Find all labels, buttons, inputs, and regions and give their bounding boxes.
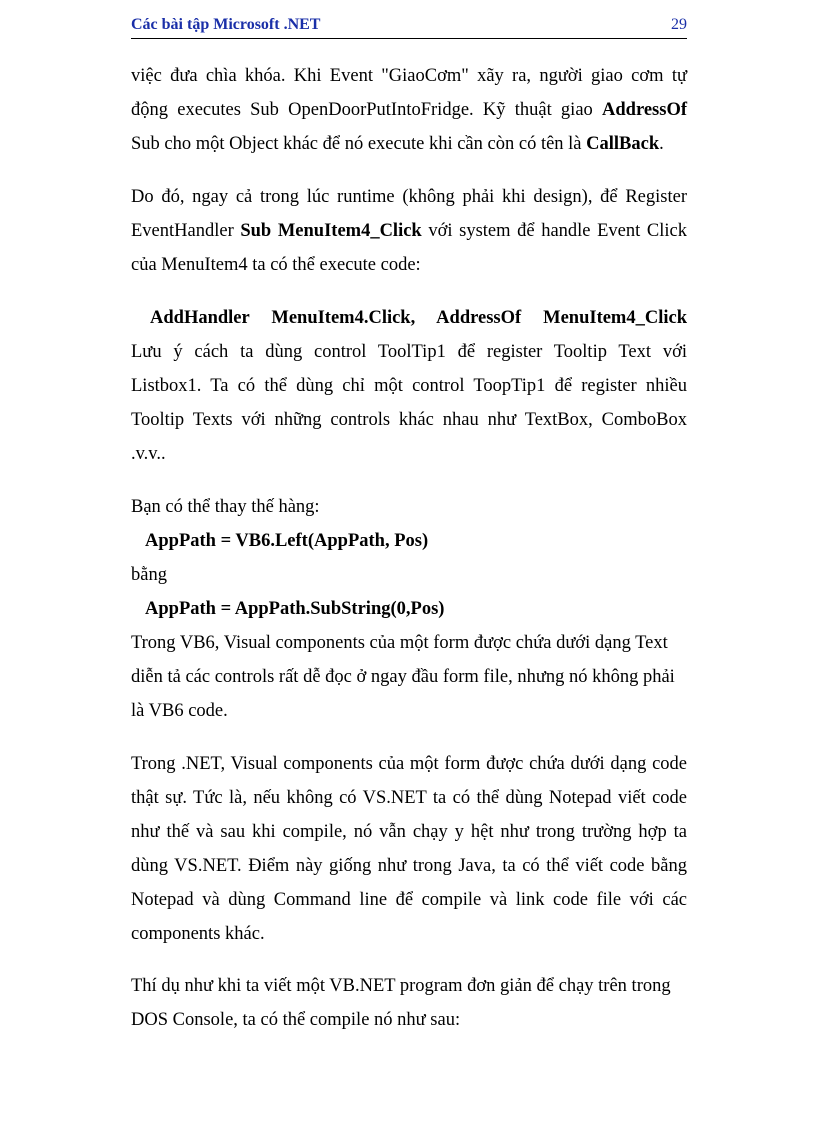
paragraph-5 [131,558,687,592]
paragraph-4 [131,490,687,524]
paragraph-7 [131,747,687,951]
paragraph-line: Do đó, ngay cả trong lúc runtime (không phải khi design), để Register [131,187,687,207]
paragraph-line [131,127,687,161]
paragraph-1 [131,59,687,161]
paragraph-line: việc đưa chìa khóa. Khi Event "GiaoCơm" xãy ra, người giao cơm tự [131,66,687,86]
page-header [131,16,687,39]
paragraph-8 [131,969,687,1037]
code-text: AppPath = AppPath.SubString(0,Pos) [145,599,445,619]
bold-term: CallBack [586,134,660,154]
paragraph-line [131,214,687,248]
code-text: AppPath = VB6.Left(AppPath, Pos) [145,531,429,551]
paragraph-line: dùng VS.NET. Điểm này giống như trong Java, ta có thể viết code bằng [131,856,687,876]
paragraph-line: như thế và sau khi compile, nó vẫn chạy y hệt như trong trường hợp ta [131,822,687,842]
paragraph-line: DOS Console, ta có thể compile nó như sau: [131,1010,461,1030]
paragraph-line: là VB6 code. [131,701,228,721]
paragraph-line: Notepad và dùng Command line để compile và link code file với các [131,890,687,910]
paragraph-line: thật sự. Tức là, nếu không có VS.NET ta có thể dùng Notepad viết code [131,788,687,808]
paragraph-line: .v.v.. [131,444,166,464]
text-run: Sub cho một Object khác để nó execute khi cần còn có tên là [131,134,587,154]
paragraph-line: Trong VB6, Visual components của một form được chứa dưới dạng Text [131,633,668,653]
bold-term: Sub MenuItem4_Click [240,221,422,241]
paragraph-line: Listbox1. Ta có thể dùng chỉ một control ToopTip1 để register nhiều [131,376,687,396]
bold-term: AddressOf [602,100,687,120]
paragraph-line [131,93,687,127]
text-run: động executes Sub OpenDoorPutIntoFridge. Kỹ thuật giao [131,100,603,120]
paragraph-line: Lưu ý cách ta dùng control ToolTip1 để register Tooltip Text với [131,342,687,362]
header-title: Các bài tập Microsoft .NET [131,16,321,33]
paragraph-line: của MenuItem4 ta có thể execute code: [131,255,421,275]
paragraph-line: bằng [131,565,167,585]
paragraph-line: Tooltip Texts với những controls khác nhau như TextBox, ComboBox [131,410,687,430]
paragraph-line: Thí dụ như khi ta viết một VB.NET program đơn giản để chạy trên trong [131,976,671,996]
text-run: EventHandler [131,221,241,241]
paragraph-2 [131,180,687,282]
paragraph-line: diễn tả các controls rất dễ đọc ở ngay đầu form file, nhưng nó không phải [131,667,675,687]
text-run: với system để handle Event Click [421,221,687,241]
page-number: 29 [671,16,687,33]
paragraph-line: Trong .NET, Visual components của một form được chứa dưới dạng code [131,754,687,774]
code-line-3 [145,592,701,626]
paragraph-3 [131,335,687,471]
code-line-1 [150,301,687,335]
code-line-2 [145,524,701,558]
paragraph-line: components khác. [131,924,265,944]
text-run: . [659,134,664,154]
paragraph-line: Bạn có thể thay thế hàng: [131,497,320,517]
code-text: AddHandler MenuItem4.Click, AddressOf MenuItem4_Click [150,308,687,328]
paragraph-6 [131,626,687,728]
